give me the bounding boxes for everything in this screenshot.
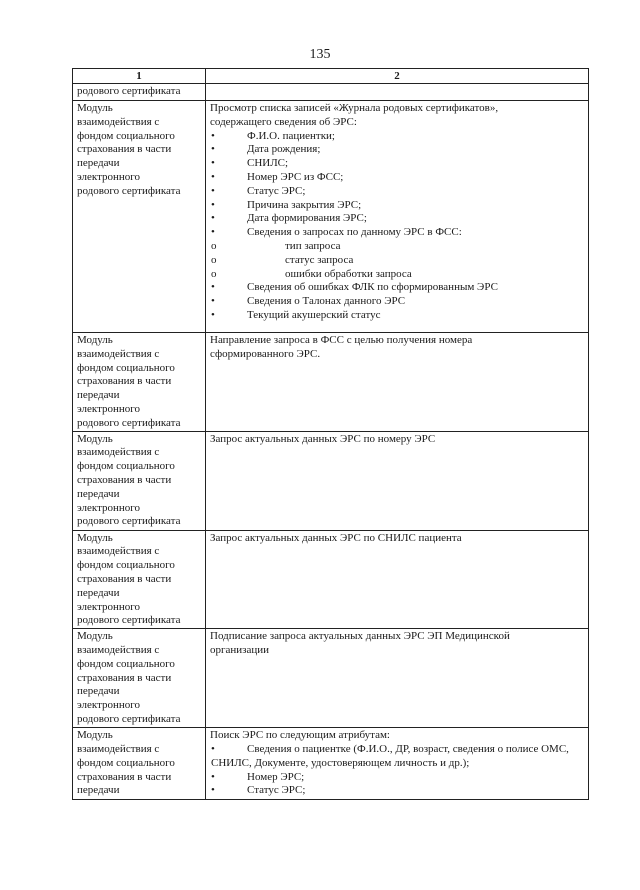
module-line: электронного [77, 600, 141, 613]
list-item [210, 281, 584, 295]
bullet-marker: • [211, 295, 215, 308]
module-line: электронного [77, 501, 141, 514]
description-line: Поиск ЭРС по следующим атрибутам: [210, 729, 390, 742]
module-line: фондом социального [77, 361, 175, 374]
module-line: взаимодействия с [77, 742, 160, 755]
description-line: сформированного ЭРС. [210, 347, 321, 360]
module-cell [73, 530, 206, 629]
sub-list-item-text: статус запроса [285, 253, 354, 266]
module-line: родового сертификата [77, 614, 181, 627]
module-line: родового сертификата [77, 184, 181, 197]
bullet-marker: • [211, 212, 215, 225]
module-line: передачи [77, 157, 120, 170]
description-line: Направление запроса в ФСС с целью получения номера [210, 334, 473, 346]
module-line: передачи [77, 389, 120, 402]
list-item-text: Ф.И.О. пациентки; [247, 129, 335, 142]
bullet-marker: • [211, 198, 215, 211]
list-item-text: Дата рождения; [247, 143, 321, 156]
module-line: фондом социального [77, 559, 175, 572]
description-cell [206, 101, 589, 333]
module-line: страхования в части [77, 375, 172, 388]
list-item [210, 309, 584, 323]
table-row-journal [73, 101, 589, 333]
list-item [210, 226, 584, 240]
table-row-actual-by-snils [73, 530, 589, 629]
module-line: Модуль [77, 531, 113, 544]
page-number: 135 [309, 47, 331, 62]
module-line: взаимодействия с [77, 643, 160, 656]
table-header-row [73, 69, 589, 84]
bullet-marker: • [211, 184, 215, 197]
module-line: передачи [77, 685, 120, 698]
bullet-marker: • [211, 170, 215, 183]
list-item-text: Сведения о Талонах данного ЭРС [247, 295, 406, 308]
list-item-text: Сведения о запросах по данному ЭРС в ФСС: [247, 226, 462, 239]
sub-list-item [210, 240, 584, 254]
module-cell [73, 333, 206, 432]
description-cell [206, 629, 589, 728]
list-item-text: Причина закрытия ЭРС; [247, 198, 362, 211]
description-line: Запрос актуальных данных ЭРС по СНИЛС пациента [210, 531, 462, 544]
module-cell [73, 431, 206, 530]
module-line: страхования в части [77, 770, 172, 783]
sub-bullet-marker: o [211, 267, 217, 280]
module-line: родового сертификата [77, 416, 181, 429]
module-line: родового сертификата [77, 712, 181, 725]
list-item-text: Сведения об ошибках ФЛК по сформированным ЭРС [247, 281, 498, 294]
table-row-continuation [73, 84, 589, 101]
bullet-marker: • [211, 308, 215, 321]
sub-list-item [210, 254, 584, 268]
module-line: передачи [77, 487, 120, 500]
module-line: взаимодействия с [77, 446, 160, 459]
module-line: Модуль [77, 729, 113, 742]
list-item-text: Статус ЭРС; [247, 784, 306, 797]
column-header-1: 1 [73, 69, 206, 84]
module-line: электронного [77, 699, 141, 712]
requirements-table [72, 68, 589, 800]
module-line: Модуль [77, 432, 113, 445]
description-cell [206, 728, 589, 800]
bullet-marker: • [211, 281, 215, 294]
sub-bullet-marker: o [211, 253, 217, 266]
module-line: родового сертификата [77, 515, 181, 528]
list-item-text: Номер ЭРС из ФСС; [247, 170, 344, 183]
bullet-marker: • [211, 143, 215, 156]
list-item [210, 199, 584, 213]
bullet-marker: • [211, 770, 215, 783]
module-line: взаимодействия с [77, 347, 160, 360]
list-item-text: Сведения о пациентке (Ф.И.О., ДР, возраст, сведения о полисе ОМС, СНИЛС, Документе, удостоверяющем личность и др.); [211, 742, 569, 769]
description-line: Запрос актуальных данных ЭРС по номеру ЭРС [210, 432, 436, 445]
module-cell [73, 629, 206, 728]
module-line: Модуль [77, 630, 113, 643]
description-cell [206, 333, 589, 432]
list-item [210, 784, 584, 798]
list-item [210, 743, 584, 771]
module-line: фондом социального [77, 460, 175, 473]
description-cell [206, 431, 589, 530]
description-line: Просмотр списка записей «Журнала родовых сертификатов», [210, 102, 499, 114]
module-line: передачи [77, 586, 120, 599]
table-row-search [73, 728, 589, 800]
bullet-marker: • [211, 157, 215, 170]
sub-list-item-text: тип запроса [285, 239, 341, 252]
bullet-marker: • [211, 129, 215, 142]
description-line: Подписание запроса актуальных данных ЭРС ЭП Медицинской [210, 630, 510, 643]
description-line: организации [210, 643, 270, 656]
module-line: страхования в части [77, 572, 172, 585]
list-item-text: СНИЛС; [247, 157, 289, 170]
table-row-send-request [73, 333, 589, 432]
list-item [210, 143, 584, 157]
table-row-signing [73, 629, 589, 728]
module-line: страхования в части [77, 473, 172, 486]
list-item-text: Дата формирования ЭРС; [247, 212, 367, 225]
module-line: электронного [77, 170, 141, 183]
module-line: фондом социального [77, 756, 175, 769]
continuation-cell: родового сертификата [73, 84, 206, 101]
bullet-marker: • [211, 784, 215, 797]
module-line: взаимодействия с [77, 115, 160, 128]
bullet-marker: • [211, 226, 215, 239]
list-item [210, 171, 584, 185]
module-line: фондом социального [77, 657, 175, 670]
module-line: страхования в части [77, 143, 172, 156]
bullet-marker: • [211, 742, 215, 755]
sub-list-item [210, 268, 584, 282]
list-item [210, 771, 584, 785]
column-header-2: 2 [206, 69, 589, 84]
description-line: содержащего сведения об ЭРС: [210, 115, 357, 128]
list-item [210, 157, 584, 171]
list-item [210, 185, 584, 199]
list-item [210, 130, 584, 144]
module-line: фондом социального [77, 129, 175, 142]
list-item-text: Статус ЭРС; [247, 184, 306, 197]
list-item [210, 212, 584, 226]
module-line: Модуль [77, 334, 113, 346]
module-cell [73, 101, 206, 333]
module-line: передачи [77, 784, 120, 797]
module-line: Модуль [77, 102, 113, 114]
sub-list-item-text: ошибки обработки запроса [285, 267, 412, 280]
module-line: электронного [77, 402, 141, 415]
module-line: страхования в части [77, 671, 172, 684]
module-line: взаимодействия с [77, 545, 160, 558]
list-item-text: Номер ЭРС; [247, 770, 305, 783]
module-cell [73, 728, 206, 800]
continuation-empty-cell [206, 84, 589, 101]
description-cell [206, 530, 589, 629]
sub-bullet-marker: o [211, 239, 217, 252]
list-item [210, 295, 584, 309]
table-row-actual-by-number [73, 431, 589, 530]
list-item-text: Текущий акушерский статус [247, 308, 381, 321]
